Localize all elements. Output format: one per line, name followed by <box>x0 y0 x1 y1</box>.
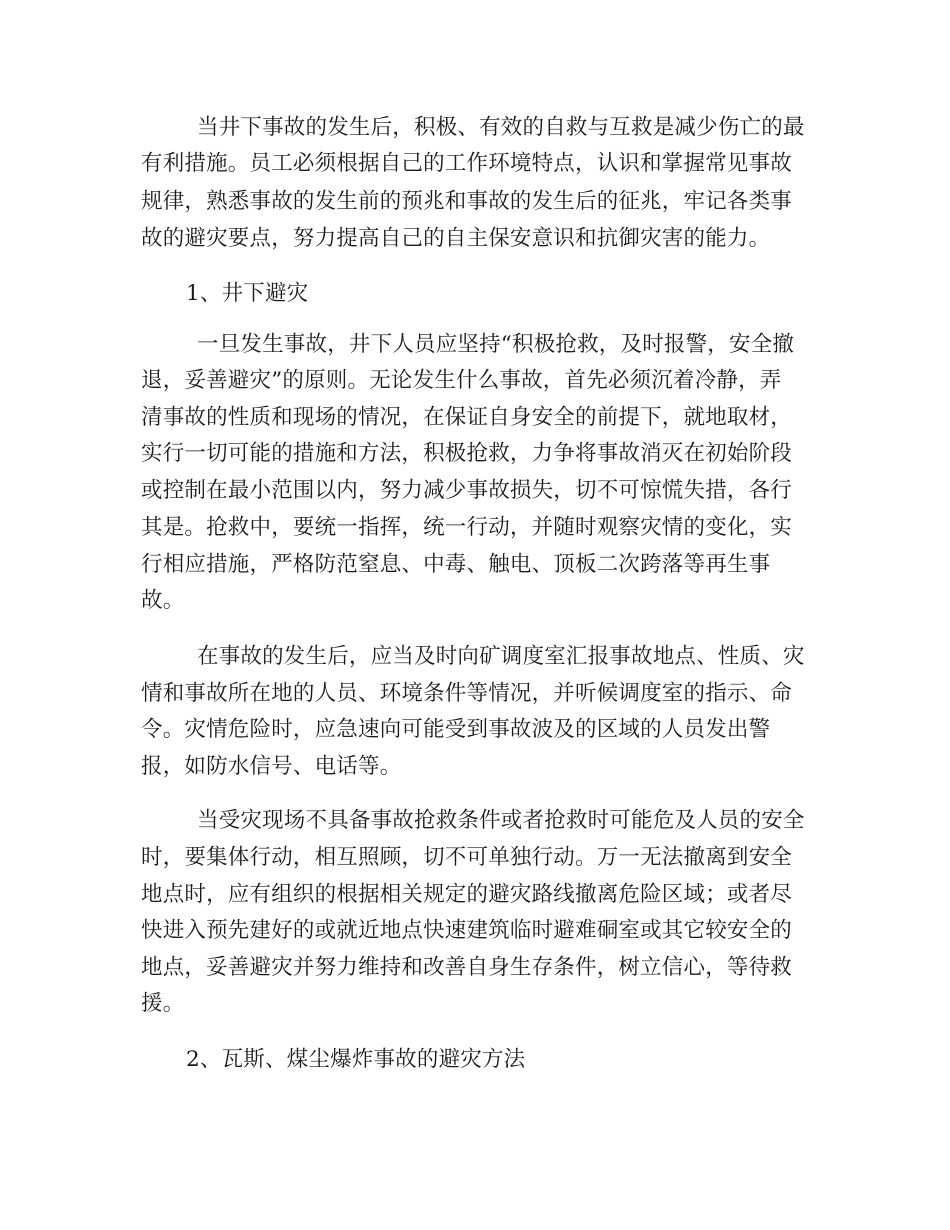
paragraph-2-line-1: 一旦发生事故，井下人员应坚持“积极抢救，及时报警，安全撤 <box>197 332 795 357</box>
paragraph-2-line-4: 实行一切可能的措施和方法，积极抢救，力争将事故消灭在初始阶段 <box>141 441 793 466</box>
paragraph-1-line-4: 故的避灾要点，努力提高自己的自主保安意识和抗御灾害的能力。 <box>141 226 771 251</box>
paragraph-4-line-5: 地点，妥善避灾并努力维持和改善自身生存条件，树立信心，等待救 <box>141 955 793 980</box>
paragraph-2-line-8: 故。 <box>141 588 185 613</box>
section-heading-2: 2、瓦斯、煤尘爆炸事故的避灾方法 <box>186 1047 526 1072</box>
paragraph-1-line-2: 有利措施。员工必须根据自己的工作环境特点，认识和掌握常见事故 <box>141 151 793 176</box>
paragraph-4-line-4: 快进入预先建好的或就近地点快速建筑临时避难硐室或其它较安全的 <box>141 918 793 943</box>
paragraph-2-line-5: 或控制在最小范围以内，努力减少事故损失，切不可惊慌失措，各行 <box>141 478 793 503</box>
paragraph-4-line-1: 当受灾现场不具备事故抢救条件或者抢救时可能危及人员的安全 <box>197 808 805 833</box>
paragraph-1-line-3: 规律，熟悉事故的发生前的预兆和事故的发生后的征兆，牢记各类事 <box>141 189 793 214</box>
section-heading-1: 1、井下避灾 <box>186 281 309 306</box>
paragraph-2-line-2: 退，妥善避灾”的原则。无论发生什么事故，首先必须沉着冷静，弄 <box>141 368 782 393</box>
paragraph-2-line-7: 行相应措施，严格防范窒息、中毒、触电、顶板二次跨落等再生事 <box>141 552 771 577</box>
paragraph-3-line-4: 报，如防水信号、电话等。 <box>141 754 402 779</box>
paragraph-3-line-1: 在事故的发生后，应当及时向矿调度室汇报事故地点、性质、灾 <box>197 644 805 669</box>
paragraph-4-line-3: 地点时，应有组织的根据相关规定的避灾路线撤离危险区域；或者尽 <box>141 882 793 907</box>
paragraph-3-line-2: 情和事故所在地的人员、环境条件等情况，并听候调度室的指示、命 <box>141 681 793 706</box>
paragraph-3-line-3: 令。灾情危险时，应急速向可能受到事故波及的区域的人员发出警 <box>141 717 771 742</box>
paragraph-4-line-2: 时，要集体行动，相互照顾，切不可单独行动。万一无法撤离到安全 <box>141 845 793 870</box>
paragraph-2-line-6: 其是。抢救中，要统一指挥，统一行动，并随时观察灾情的变化，实 <box>141 515 793 540</box>
paragraph-4-line-6: 援。 <box>141 991 185 1016</box>
paragraph-2-line-3: 清事故的性质和现场的情况，在保证自身安全的前提下，就地取材， <box>141 405 793 430</box>
paragraph-1-line-1: 当井下事故的发生后，积极、有效的自救与互救是减少伤亡的最 <box>197 115 805 140</box>
